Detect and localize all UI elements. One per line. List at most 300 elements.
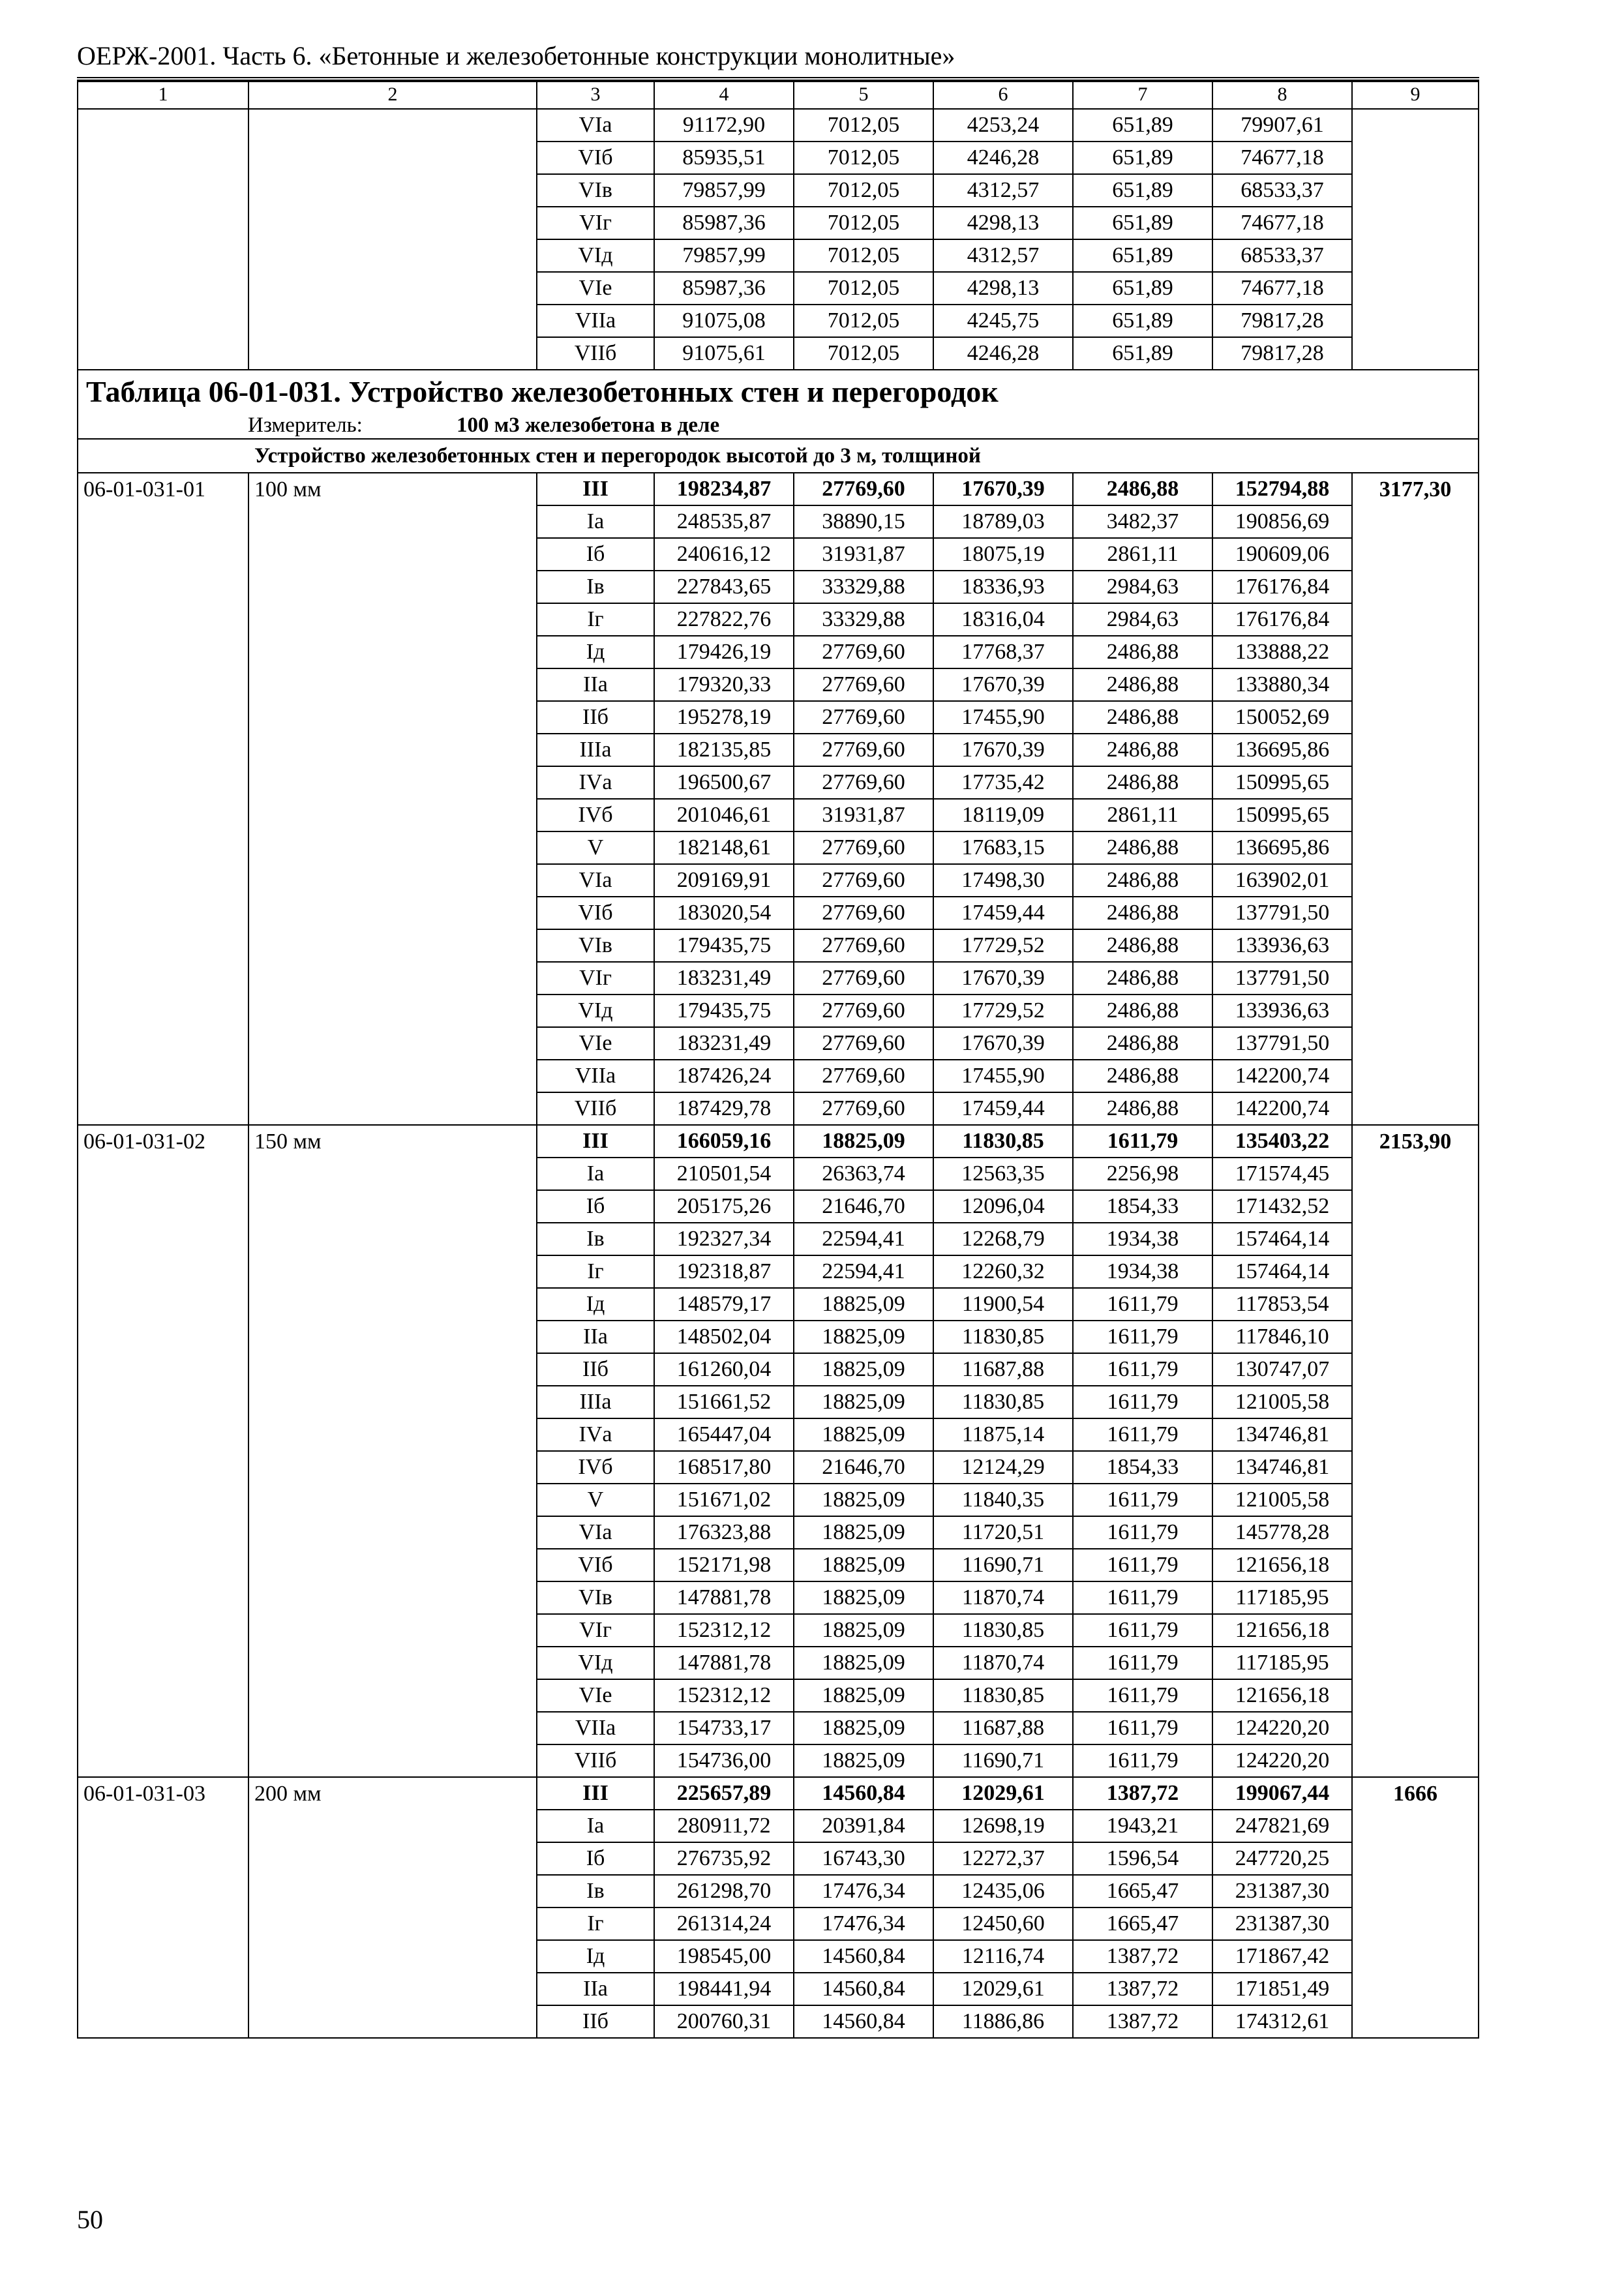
wages-cell: 18825,09 <box>794 1581 933 1614</box>
document-title: ОЕРЖ-2001. Часть 6. «Бетонные и железобетонные конструкции монолитные» <box>77 41 955 70</box>
region-cell: VIа <box>537 109 654 142</box>
total-cost-cell: 154736,00 <box>654 1744 794 1777</box>
region-cell: Iг <box>537 1908 654 1940</box>
machinists-wages-cell: 651,89 <box>1073 337 1212 370</box>
machines-cell: 12450,60 <box>933 1908 1073 1940</box>
wages-cell: 18825,09 <box>794 1549 933 1581</box>
region-cell: Iг <box>537 603 654 636</box>
materials-cell: 79907,61 <box>1212 109 1352 142</box>
total-cost-cell: 91075,08 <box>654 305 794 337</box>
total-cost-cell: 182135,85 <box>654 734 794 766</box>
materials-cell: 145778,28 <box>1212 1516 1352 1549</box>
materials-cell: 74677,18 <box>1212 272 1352 305</box>
materials-cell: 142200,74 <box>1212 1092 1352 1125</box>
machines-cell: 17459,44 <box>933 1092 1073 1125</box>
materials-cell: 176176,84 <box>1212 571 1352 603</box>
materials-cell: 171851,49 <box>1212 1973 1352 2005</box>
machines-cell: 17683,15 <box>933 831 1073 864</box>
machinists-wages-cell: 1934,38 <box>1073 1223 1212 1255</box>
machinists-wages-cell: 1387,72 <box>1073 1777 1212 1810</box>
wages-cell: 18825,09 <box>794 1321 933 1353</box>
materials-cell: 133888,22 <box>1212 636 1352 668</box>
region-cell: VIа <box>537 1516 654 1549</box>
region-cell: IVб <box>537 799 654 831</box>
total-cost-cell: 161260,04 <box>654 1353 794 1386</box>
wages-cell: 22594,41 <box>794 1255 933 1288</box>
machinists-wages-cell: 1387,72 <box>1073 2005 1212 2038</box>
machinists-wages-cell: 1611,79 <box>1073 1484 1212 1516</box>
machines-cell: 17670,39 <box>933 1027 1073 1060</box>
machinists-wages-cell: 1611,79 <box>1073 1679 1212 1712</box>
total-cost-cell: 151661,52 <box>654 1386 794 1418</box>
rate-code-cell: 06-01-031-01 <box>78 473 248 1125</box>
machines-cell: 12268,79 <box>933 1223 1073 1255</box>
column-number: 5 <box>794 80 933 109</box>
table-row <box>78 1777 1479 1810</box>
wages-cell: 27769,60 <box>794 668 933 701</box>
machines-cell: 11870,74 <box>933 1581 1073 1614</box>
total-cost-cell: 85935,51 <box>654 142 794 174</box>
machinists-wages-cell: 1611,79 <box>1073 1125 1212 1158</box>
materials-cell: 117846,10 <box>1212 1321 1352 1353</box>
region-cell: Iа <box>537 1158 654 1190</box>
wages-cell: 18825,09 <box>794 1484 933 1516</box>
materials-cell: 79817,28 <box>1212 337 1352 370</box>
wages-cell: 20391,84 <box>794 1810 933 1842</box>
machinists-wages-cell: 2486,88 <box>1073 1060 1212 1092</box>
machines-cell: 18075,19 <box>933 538 1073 571</box>
machines-cell: 12029,61 <box>933 1973 1073 2005</box>
materials-cell: 157464,14 <box>1212 1223 1352 1255</box>
total-cost-cell: 261298,70 <box>654 1875 794 1908</box>
machines-cell: 11875,14 <box>933 1418 1073 1451</box>
machinists-wages-cell: 1611,79 <box>1073 1712 1212 1744</box>
materials-cell: 133936,63 <box>1212 929 1352 962</box>
machinists-wages-cell: 651,89 <box>1073 109 1212 142</box>
wages-cell: 14560,84 <box>794 1973 933 2005</box>
materials-cell: 74677,18 <box>1212 207 1352 239</box>
materials-cell: 150052,69 <box>1212 701 1352 734</box>
materials-cell: 171867,42 <box>1212 1940 1352 1973</box>
materials-cell: 137791,50 <box>1212 1027 1352 1060</box>
wages-cell: 27769,60 <box>794 766 933 799</box>
wages-cell: 18825,09 <box>794 1125 933 1158</box>
wages-cell: 18825,09 <box>794 1516 933 1549</box>
rate-name-cell: 100 мм <box>248 473 537 1125</box>
wages-cell: 18825,09 <box>794 1647 933 1679</box>
meter-value: 100 м3 железобетона в деле <box>457 413 720 437</box>
region-cell: VIб <box>537 897 654 929</box>
wages-cell: 27769,60 <box>794 897 933 929</box>
region-cell: III <box>537 1777 654 1810</box>
wages-cell: 14560,84 <box>794 1777 933 1810</box>
region-cell: IIб <box>537 1353 654 1386</box>
materials-cell: 136695,86 <box>1212 734 1352 766</box>
table-row <box>78 473 1479 505</box>
total-cost-cell: 210501,54 <box>654 1158 794 1190</box>
machinists-wages-cell: 2984,63 <box>1073 603 1212 636</box>
rate-code-cell: 06-01-031-03 <box>78 1777 248 2038</box>
materials-cell: 121656,18 <box>1212 1679 1352 1712</box>
region-cell: VIIб <box>537 1092 654 1125</box>
materials-cell: 137791,50 <box>1212 897 1352 929</box>
machines-cell: 4298,13 <box>933 272 1073 305</box>
region-cell: VIIб <box>537 1744 654 1777</box>
wages-cell: 27769,60 <box>794 734 933 766</box>
total-cost-cell: 209169,91 <box>654 864 794 897</box>
machinists-wages-cell: 1611,79 <box>1073 1744 1212 1777</box>
machinists-wages-cell: 3482,37 <box>1073 505 1212 538</box>
region-cell: IIа <box>537 1973 654 2005</box>
region-cell: VIIа <box>537 1712 654 1744</box>
machines-cell: 12029,61 <box>933 1777 1073 1810</box>
machines-cell: 12260,32 <box>933 1255 1073 1288</box>
materials-cell: 121656,18 <box>1212 1549 1352 1581</box>
total-cost-cell: 227843,65 <box>654 571 794 603</box>
wages-cell: 27769,60 <box>794 1092 933 1125</box>
machines-cell: 12563,35 <box>933 1158 1073 1190</box>
code-cell <box>78 109 248 370</box>
machinists-wages-cell: 2861,11 <box>1073 799 1212 831</box>
wages-cell: 7012,05 <box>794 207 933 239</box>
wages-cell: 18825,09 <box>794 1712 933 1744</box>
wages-cell: 18825,09 <box>794 1288 933 1321</box>
machines-cell: 11870,74 <box>933 1647 1073 1679</box>
materials-cell: 137791,50 <box>1212 962 1352 995</box>
machinists-wages-cell: 1611,79 <box>1073 1288 1212 1321</box>
wages-cell: 27769,60 <box>794 864 933 897</box>
machines-cell: 12096,04 <box>933 1190 1073 1223</box>
page-number: 50 <box>77 2205 103 2234</box>
machines-cell: 18316,04 <box>933 603 1073 636</box>
materials-cell: 157464,14 <box>1212 1255 1352 1288</box>
machinists-wages-cell: 1611,79 <box>1073 1353 1212 1386</box>
region-cell: VIв <box>537 174 654 207</box>
total-cost-cell: 192318,87 <box>654 1255 794 1288</box>
materials-cell: 247720,25 <box>1212 1842 1352 1875</box>
region-cell: Iв <box>537 571 654 603</box>
materials-cell: 190856,69 <box>1212 505 1352 538</box>
machinists-wages-cell: 651,89 <box>1073 174 1212 207</box>
total-cost-cell: 179320,33 <box>654 668 794 701</box>
wages-cell: 27769,60 <box>794 929 933 962</box>
region-cell: VIг <box>537 1614 654 1647</box>
machines-cell: 17498,30 <box>933 864 1073 897</box>
rate-name-cell: 200 мм <box>248 1777 537 2038</box>
region-cell: VIг <box>537 962 654 995</box>
machines-cell: 17729,52 <box>933 995 1073 1027</box>
machines-cell: 17735,42 <box>933 766 1073 799</box>
wages-cell: 7012,05 <box>794 337 933 370</box>
machines-cell: 12698,19 <box>933 1810 1073 1842</box>
region-cell: Iв <box>537 1875 654 1908</box>
col9-value-cell: 2153,90 <box>1352 1125 1479 1777</box>
wages-cell: 7012,05 <box>794 174 933 207</box>
total-cost-cell: 148579,17 <box>654 1288 794 1321</box>
machines-cell: 11886,86 <box>933 2005 1073 2038</box>
machines-cell: 17455,90 <box>933 1060 1073 1092</box>
machines-cell: 18119,09 <box>933 799 1073 831</box>
wages-cell: 18825,09 <box>794 1386 933 1418</box>
subheading-row <box>78 439 1479 473</box>
total-cost-cell: 183020,54 <box>654 897 794 929</box>
wages-cell: 31931,87 <box>794 799 933 831</box>
machines-cell: 11830,85 <box>933 1679 1073 1712</box>
wages-cell: 14560,84 <box>794 2005 933 2038</box>
section-subheading: Устройство железобетонных стен и перегородок высотой до 3 м, толщиной <box>78 439 1479 473</box>
machinists-wages-cell: 2486,88 <box>1073 636 1212 668</box>
region-cell: VIд <box>537 995 654 1027</box>
name-cell <box>248 109 537 370</box>
column-number: 4 <box>654 80 794 109</box>
region-cell: IIа <box>537 1321 654 1353</box>
total-cost-cell: 91075,61 <box>654 337 794 370</box>
materials-cell: 134746,81 <box>1212 1418 1352 1451</box>
machines-cell: 12116,74 <box>933 1940 1073 1973</box>
region-cell: IIIа <box>537 734 654 766</box>
total-cost-cell: 152312,12 <box>654 1679 794 1712</box>
materials-cell: 174312,61 <box>1212 2005 1352 2038</box>
wages-cell: 17476,34 <box>794 1908 933 1940</box>
machinists-wages-cell: 2486,88 <box>1073 766 1212 799</box>
region-cell: IIа <box>537 668 654 701</box>
materials-cell: 150995,65 <box>1212 766 1352 799</box>
region-cell: Iв <box>537 1223 654 1255</box>
materials-cell: 74677,18 <box>1212 142 1352 174</box>
machines-cell: 18336,93 <box>933 571 1073 603</box>
meter-row <box>78 413 1479 439</box>
column-number: 9 <box>1352 80 1479 109</box>
machines-cell: 4312,57 <box>933 174 1073 207</box>
machinists-wages-cell: 1611,79 <box>1073 1549 1212 1581</box>
materials-cell: 176176,84 <box>1212 603 1352 636</box>
machinists-wages-cell: 1665,47 <box>1073 1908 1212 1940</box>
machines-cell: 17670,39 <box>933 473 1073 505</box>
materials-cell: 121005,58 <box>1212 1386 1352 1418</box>
machinists-wages-cell: 2486,88 <box>1073 897 1212 929</box>
machinists-wages-cell: 1611,79 <box>1073 1418 1212 1451</box>
region-cell: VIг <box>537 207 654 239</box>
region-cell: VIб <box>537 142 654 174</box>
total-cost-cell: 187429,78 <box>654 1092 794 1125</box>
machines-cell: 12272,37 <box>933 1842 1073 1875</box>
wages-cell: 18825,09 <box>794 1418 933 1451</box>
col9-cell <box>1352 109 1479 370</box>
materials-cell: 133936,63 <box>1212 995 1352 1027</box>
total-cost-cell: 176323,88 <box>654 1516 794 1549</box>
machinists-wages-cell: 1665,47 <box>1073 1875 1212 1908</box>
region-cell: V <box>537 831 654 864</box>
wages-cell: 27769,60 <box>794 995 933 1027</box>
machines-cell: 11720,51 <box>933 1516 1073 1549</box>
total-cost-cell: 183231,49 <box>654 1027 794 1060</box>
wages-cell: 21646,70 <box>794 1451 933 1484</box>
page-header <box>77 37 1479 82</box>
machinists-wages-cell: 2486,88 <box>1073 962 1212 995</box>
total-cost-cell: 225657,89 <box>654 1777 794 1810</box>
region-cell: VIIа <box>537 1060 654 1092</box>
machines-cell: 17729,52 <box>933 929 1073 962</box>
table-title-row <box>78 370 1479 413</box>
machinists-wages-cell: 1854,33 <box>1073 1190 1212 1223</box>
total-cost-cell: 248535,87 <box>654 505 794 538</box>
column-number: 7 <box>1073 80 1212 109</box>
region-cell: IIIа <box>537 1386 654 1418</box>
col9-value-cell: 3177,30 <box>1352 473 1479 1125</box>
wages-cell: 22594,41 <box>794 1223 933 1255</box>
machines-cell: 12124,29 <box>933 1451 1073 1484</box>
wages-cell: 33329,88 <box>794 571 933 603</box>
region-cell: V <box>537 1484 654 1516</box>
total-cost-cell: 85987,36 <box>654 207 794 239</box>
materials-cell: 121005,58 <box>1212 1484 1352 1516</box>
column-number: 2 <box>248 80 537 109</box>
machinists-wages-cell: 2486,88 <box>1073 1027 1212 1060</box>
table-title: Таблица 06-01-031. Устройство железобетонных стен и перегородок <box>78 370 1479 413</box>
wages-cell: 17476,34 <box>794 1875 933 1908</box>
region-cell: Iб <box>537 1190 654 1223</box>
machines-cell: 11687,88 <box>933 1712 1073 1744</box>
wages-cell: 7012,05 <box>794 109 933 142</box>
machines-cell: 18789,03 <box>933 505 1073 538</box>
region-cell: Iг <box>537 1255 654 1288</box>
materials-cell: 121656,18 <box>1212 1614 1352 1647</box>
wages-cell: 18825,09 <box>794 1353 933 1386</box>
column-number: 6 <box>933 80 1073 109</box>
machines-cell: 11830,85 <box>933 1125 1073 1158</box>
region-cell: IVб <box>537 1451 654 1484</box>
materials-cell: 152794,88 <box>1212 473 1352 505</box>
region-cell: IVа <box>537 766 654 799</box>
total-cost-cell: 227822,76 <box>654 603 794 636</box>
total-cost-cell: 205175,26 <box>654 1190 794 1223</box>
machinists-wages-cell: 1854,33 <box>1073 1451 1212 1484</box>
machinists-wages-cell: 2984,63 <box>1073 571 1212 603</box>
header-rule <box>77 77 1479 78</box>
total-cost-cell: 179435,75 <box>654 929 794 962</box>
machinists-wages-cell: 2486,88 <box>1073 929 1212 962</box>
total-cost-cell: 179426,19 <box>654 636 794 668</box>
machinists-wages-cell: 1596,54 <box>1073 1842 1212 1875</box>
machinists-wages-cell: 1611,79 <box>1073 1647 1212 1679</box>
materials-cell: 135403,22 <box>1212 1125 1352 1158</box>
machinists-wages-cell: 1611,79 <box>1073 1321 1212 1353</box>
machines-cell: 11830,85 <box>933 1321 1073 1353</box>
machinists-wages-cell: 2486,88 <box>1073 668 1212 701</box>
col9-value-cell: 1666 <box>1352 1777 1479 2038</box>
materials-cell: 117853,54 <box>1212 1288 1352 1321</box>
materials-cell: 130747,07 <box>1212 1353 1352 1386</box>
region-cell: VIе <box>537 272 654 305</box>
total-cost-cell: 196500,67 <box>654 766 794 799</box>
total-cost-cell: 147881,78 <box>654 1647 794 1679</box>
region-cell: VIд <box>537 1647 654 1679</box>
machines-cell: 17455,90 <box>933 701 1073 734</box>
wages-cell: 27769,60 <box>794 831 933 864</box>
machinists-wages-cell: 2486,88 <box>1073 701 1212 734</box>
total-cost-cell: 152312,12 <box>654 1614 794 1647</box>
machinists-wages-cell: 1611,79 <box>1073 1516 1212 1549</box>
machines-cell: 11687,88 <box>933 1353 1073 1386</box>
total-cost-cell: 168517,80 <box>654 1451 794 1484</box>
materials-cell: 142200,74 <box>1212 1060 1352 1092</box>
materials-cell: 79817,28 <box>1212 305 1352 337</box>
machinists-wages-cell: 1387,72 <box>1073 1940 1212 1973</box>
region-cell: Iд <box>537 1288 654 1321</box>
total-cost-cell: 280911,72 <box>654 1810 794 1842</box>
materials-cell: 150995,65 <box>1212 799 1352 831</box>
machinists-wages-cell: 2486,88 <box>1073 734 1212 766</box>
machinists-wages-cell: 1611,79 <box>1073 1581 1212 1614</box>
total-cost-cell: 198545,00 <box>654 1940 794 1973</box>
machines-cell: 4246,28 <box>933 142 1073 174</box>
total-cost-cell: 182148,61 <box>654 831 794 864</box>
materials-cell: 133880,34 <box>1212 668 1352 701</box>
wages-cell: 27769,60 <box>794 701 933 734</box>
column-number: 3 <box>537 80 654 109</box>
machines-cell: 11900,54 <box>933 1288 1073 1321</box>
total-cost-cell: 198234,87 <box>654 473 794 505</box>
region-cell: IIб <box>537 2005 654 2038</box>
total-cost-cell: 240616,12 <box>654 538 794 571</box>
total-cost-cell: 200760,31 <box>654 2005 794 2038</box>
machines-cell: 11840,35 <box>933 1484 1073 1516</box>
region-cell: Iб <box>537 538 654 571</box>
machinists-wages-cell: 651,89 <box>1073 207 1212 239</box>
total-cost-cell: 201046,61 <box>654 799 794 831</box>
machinists-wages-cell: 651,89 <box>1073 239 1212 272</box>
region-cell: IVа <box>537 1418 654 1451</box>
machinists-wages-cell: 2486,88 <box>1073 864 1212 897</box>
region-cell: Iб <box>537 1842 654 1875</box>
machinists-wages-cell: 651,89 <box>1073 142 1212 174</box>
materials-cell: 199067,44 <box>1212 1777 1352 1810</box>
machines-cell: 17670,39 <box>933 668 1073 701</box>
materials-cell: 163902,01 <box>1212 864 1352 897</box>
total-cost-cell: 192327,34 <box>654 1223 794 1255</box>
meter-label: Измеритель: <box>248 413 363 437</box>
wages-cell: 27769,60 <box>794 1027 933 1060</box>
region-cell: VIб <box>537 1549 654 1581</box>
total-cost-cell: 79857,99 <box>654 239 794 272</box>
materials-cell: 68533,37 <box>1212 239 1352 272</box>
total-cost-cell: 154733,17 <box>654 1712 794 1744</box>
machines-cell: 17768,37 <box>933 636 1073 668</box>
machines-cell: 11830,85 <box>933 1614 1073 1647</box>
machinists-wages-cell: 651,89 <box>1073 272 1212 305</box>
wages-cell: 27769,60 <box>794 962 933 995</box>
machines-cell: 11690,71 <box>933 1549 1073 1581</box>
total-cost-cell: 183231,49 <box>654 962 794 995</box>
machinists-wages-cell: 2256,98 <box>1073 1158 1212 1190</box>
total-cost-cell: 165447,04 <box>654 1418 794 1451</box>
machinists-wages-cell: 1934,38 <box>1073 1255 1212 1288</box>
materials-cell: 247821,69 <box>1212 1810 1352 1842</box>
region-cell: VIе <box>537 1027 654 1060</box>
total-cost-cell: 91172,90 <box>654 109 794 142</box>
materials-cell: 231387,30 <box>1212 1908 1352 1940</box>
machines-cell: 11690,71 <box>933 1744 1073 1777</box>
table-row <box>78 1125 1479 1158</box>
region-cell: IIб <box>537 701 654 734</box>
materials-cell: 134746,81 <box>1212 1451 1352 1484</box>
machines-cell: 11830,85 <box>933 1386 1073 1418</box>
region-cell: VIIб <box>537 337 654 370</box>
materials-cell: 231387,30 <box>1212 1875 1352 1908</box>
region-cell: VIд <box>537 239 654 272</box>
region-cell: VIа <box>537 864 654 897</box>
total-cost-cell: 148502,04 <box>654 1321 794 1353</box>
